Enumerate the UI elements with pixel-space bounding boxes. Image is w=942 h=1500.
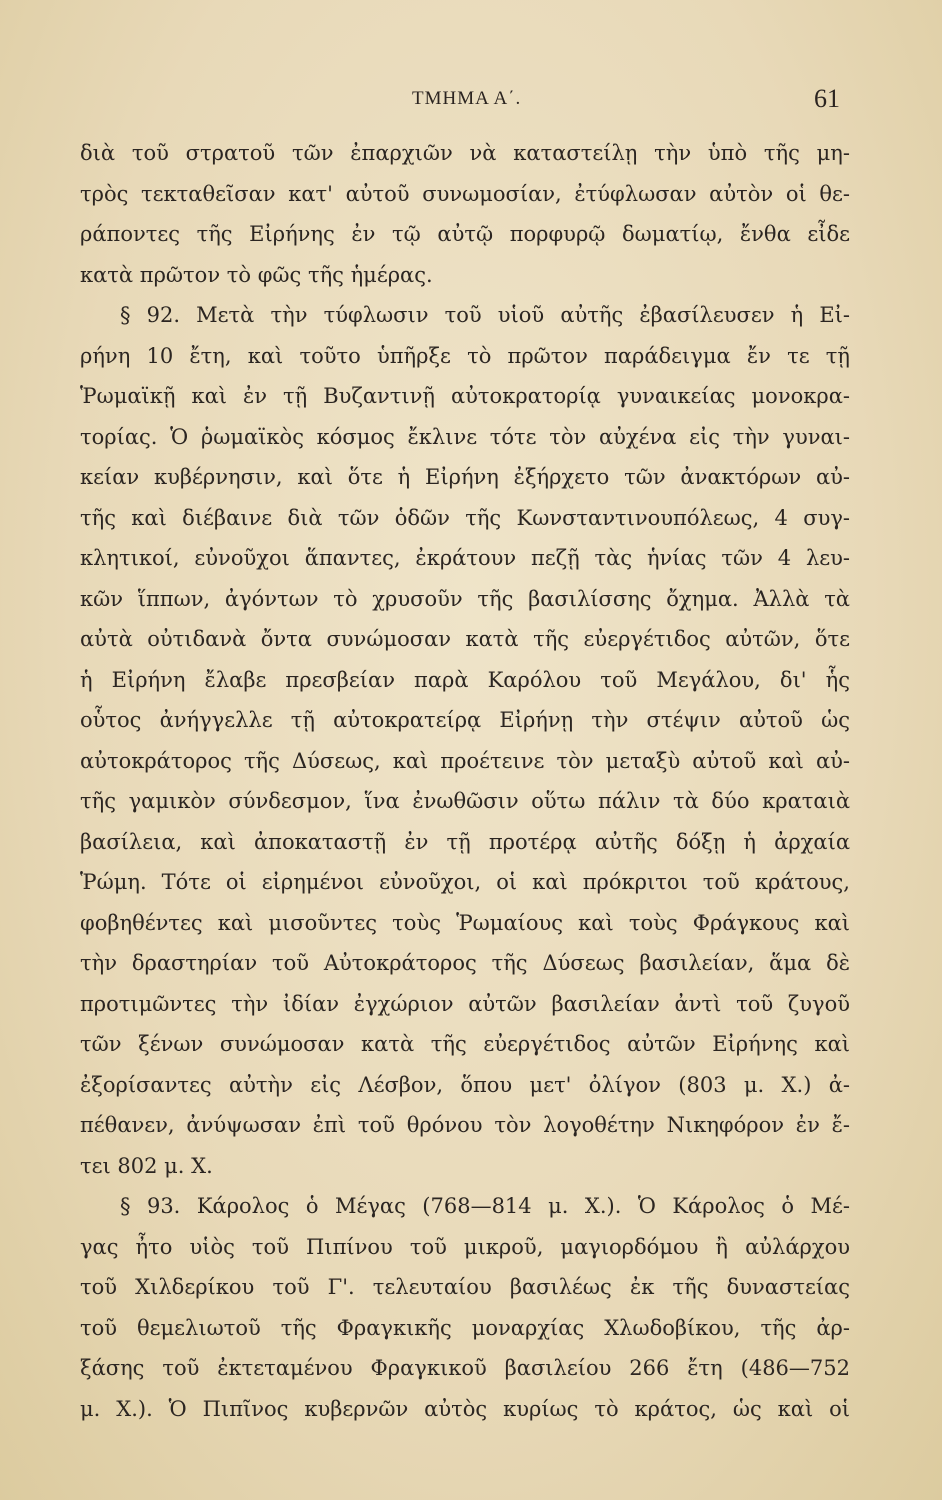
text-line: Ῥώμη. Τότε οἱ εἰρημένοι εὐνοῦχοι, οἱ καὶ πρόκριτοι τοῦ κράτους,: [80, 870, 850, 894]
text-line: τῆς γαμικὸν σύνδεσμον, ἵνα ἐνωθῶσιν οὕτω πάλιν τὰ δύο κραταιὰ: [80, 789, 850, 813]
text-line: κλητικοί, εὐνοῦχοι ἅπαντες, ἐκράτουν πεζῇ τὰς ἡνίας τῶν 4 λευ-: [80, 546, 850, 570]
text-line: ἡ Εἰρήνη ἔλαβε πρεσβείαν παρὰ Καρόλου τοῦ Μεγάλου, δι' ἧς: [80, 667, 850, 692]
body-text: [80, 133, 850, 1429]
text-line: ἐξορίσαντες αὐτὴν εἰς Λέσβον, ὅπου μετ' ὀλίγον (803 μ. Χ.) ἀ-: [80, 1072, 850, 1097]
page-number: 61: [814, 84, 840, 113]
section-92-start: § 92. Μετὰ τὴν τύφλωσιν τοῦ υἱοῦ αὐτῆς ἐβασίλευσεν ἡ Εἰ-: [120, 303, 850, 327]
text-line: κῶν ἵππων, ἀγόντων τὸ χρυσοῦν τῆς βασιλίσσης ὄχημα. Ἀλλὰ τὰ: [80, 586, 850, 611]
text-line: τει 802 μ. Χ.: [80, 1153, 213, 1178]
text-line: Ῥωμαϊκῇ καὶ ἐν τῇ Βυζαντινῇ αὐτοκρατορίᾳ γυναικείας μονοκρα-: [80, 384, 850, 408]
text-line: ράποντες τῆς Εἰρήνης ἐν τῷ αὐτῷ πορφυρῷ δωματίῳ, ἔνθα εἶδε: [80, 222, 850, 246]
text-line: οὗτος ἀνήγγελλε τῇ αὐτοκρατείρᾳ Εἰρήνῃ τὴν στέψιν αὐτοῦ ὡς: [80, 708, 850, 732]
text-line: προτιμῶντες τὴν ἰδίαν ἐγχώριον αὐτῶν βασιλείαν ἀντὶ τοῦ ζυγοῦ: [80, 991, 850, 1016]
text-line: φοβηθέντες καὶ μισοῦντες τοὺς Ῥωμαίους καὶ τοὺς Φράγκους καὶ: [80, 910, 850, 935]
text-line: τορίας. Ὁ ῥωμαϊκὸς κόσμος ἔκλινε τότε τὸν αὐχένα εἰς τὴν γυναι-: [80, 424, 850, 449]
text-line: διὰ τοῦ στρατοῦ τῶν ἐπαρχιῶν νὰ καταστείλῃ τὴν ὑπὸ τῆς μη-: [80, 141, 850, 165]
text-line: τῶν ξένων συνώμοσαν κατὰ τῆς εὐεργέτιδος αὐτῶν Εἰρήνης καὶ: [80, 1032, 850, 1056]
text-line: αὐτοκράτορος τῆς Δύσεως, καὶ προέτεινε τὸν μεταξὺ αὐτοῦ καὶ αὐ-: [80, 748, 850, 773]
text-line: βασίλεια, καὶ ἀποκαταστῇ ἐν τῇ προτέρᾳ αὐτῆς δόξῃ ἡ ἀρχαία: [80, 829, 850, 854]
running-head: [0, 84, 942, 122]
text-line: ξάσης τοῦ ἐκτεταμένου Φραγκικοῦ βασιλείου 266 ἔτη (486—752: [80, 1356, 850, 1380]
text-line: πέθανεν, ἀνύψωσαν ἐπὶ τοῦ θρόνου τὸν λογοθέτην Νικηφόρον ἐν ἔ-: [80, 1113, 850, 1137]
text-line: τοῦ θεμελιωτοῦ τῆς Φραγκικῆς μοναρχίας Χλωδοβίκου, τῆς ἀρ-: [80, 1315, 850, 1340]
text-line: αὐτὰ οὐτιδανὰ ὄντα συνώμοσαν κατὰ τῆς εὐεργέτιδος αὐτῶν, ὅτε: [80, 627, 850, 651]
text-line: ρήνη 10 ἔτη, καὶ τοῦτο ὑπῆρξε τὸ πρῶτον παράδειγμα ἔν τε τῇ: [80, 343, 850, 368]
text-line: γας ἦτο υἱὸς τοῦ Πιπίνου τοῦ μικροῦ, μαγιορδόμου ἢ αὐλάρχου: [80, 1234, 850, 1259]
running-title: ΤΜΗΜΑ Α΄.: [412, 88, 522, 109]
text-line: τρὸς τεκταθεῖσαν κατ' αὐτοῦ συνωμοσίαν, ἐτύφλωσαν αὐτὸν οἱ θε-: [80, 181, 850, 206]
text-line: κείαν κυβέρνησιν, καὶ ὅτε ἡ Εἰρήνη ἐξήρχετο τῶν ἀνακτόρων αὐ-: [80, 465, 850, 489]
text-line: τῆς καὶ διέβαινε διὰ τῶν ὁδῶν τῆς Κωνσταντινουπόλεως, 4 συγ-: [80, 505, 850, 530]
text-line: κατὰ πρῶτον τὸ φῶς τῆς ἡμέρας.: [80, 262, 433, 287]
text-line: τοῦ Χιλδερίκου τοῦ Γ'. τελευταίου βασιλέως ἐκ τῆς δυναστείας: [80, 1275, 850, 1299]
text-line: μ. Χ.). Ὁ Πιπῖνος κυβερνῶν αὐτὸς κυρίως τὸ κράτος, ὡς καὶ οἱ: [80, 1396, 850, 1421]
text-line: τὴν δραστηρίαν τοῦ Αὐτοκράτορος τῆς Δύσεως βασιλείαν, ἅμα δὲ: [80, 951, 850, 975]
section-93-start: § 93. Κάρολος ὁ Μέγας (768—814 μ. Χ.). Ὁ Κάρολος ὁ Μέ-: [120, 1194, 850, 1218]
